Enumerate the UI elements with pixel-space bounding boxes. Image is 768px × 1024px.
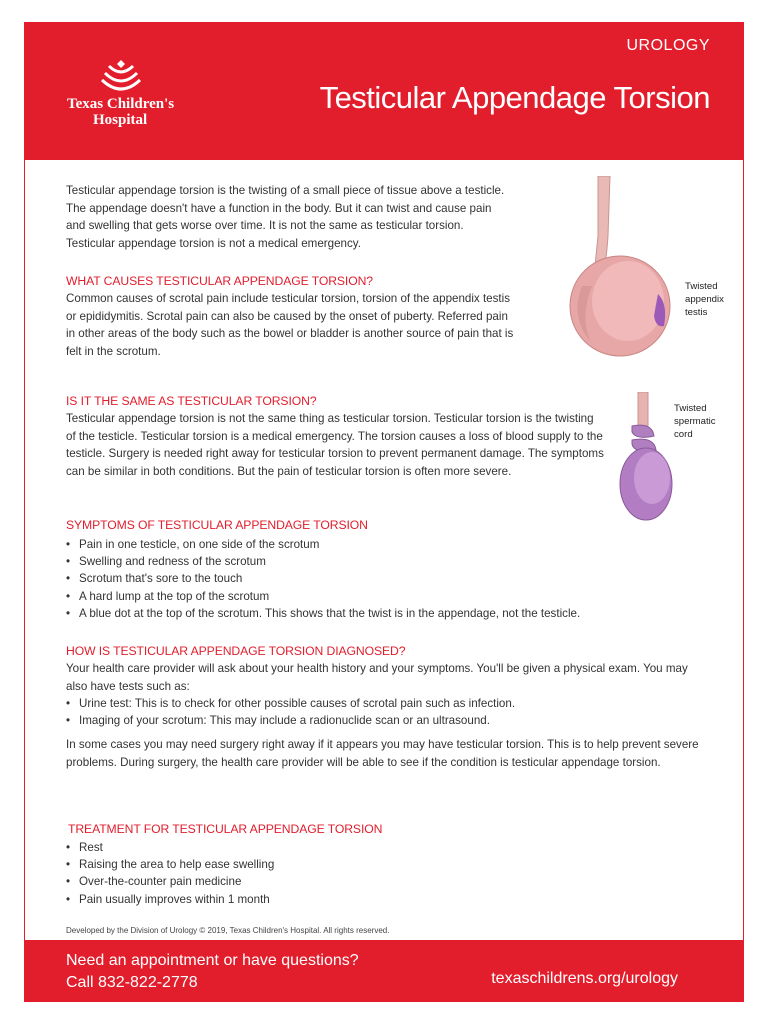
list-item: • Urine test: This is to check for other possible causes of scrotal pain such as infection. bbox=[66, 695, 686, 712]
symptoms-heading: SYMPTOMS OF TESTICULAR APPENDAGE TORSION bbox=[66, 518, 368, 532]
treatment-list bbox=[66, 839, 466, 908]
list-item: • Over-the-counter pain medicine bbox=[66, 873, 466, 890]
list-item: • Scrotum that's sore to the touch bbox=[66, 570, 666, 587]
causes-heading: WHAT CAUSES TESTICULAR APPENDAGE TORSION? bbox=[66, 274, 373, 288]
logo-wordmark bbox=[67, 96, 187, 128]
cord-label bbox=[674, 402, 716, 441]
spermatic-cord-illustration bbox=[616, 392, 676, 522]
logo-line2: Hospital bbox=[93, 112, 148, 128]
appendix-label-line2: appendix bbox=[685, 294, 724, 305]
hospital-logo bbox=[67, 56, 187, 136]
appendix-label bbox=[685, 280, 724, 319]
cord-label-line1: Twisted bbox=[674, 403, 707, 414]
website-link[interactable]: texaschildrens.org/urology bbox=[491, 970, 678, 987]
symptoms-list bbox=[66, 536, 666, 622]
list-item: • Imaging of your scrotum: This may include a radionuclide scan or an ultrasound. bbox=[66, 712, 686, 729]
diagnosis-outro: In some cases you may need surgery right away if it appears you may have testicular torsion. This is to help prevent severe problems. During surgery, the health care provider will be able to see if the condition is testicular appendage torsion. bbox=[66, 738, 699, 769]
phone-number[interactable]: Call 832-822-2778 bbox=[66, 974, 198, 991]
appendix-label-line1: Twisted bbox=[685, 281, 718, 292]
list-item: • Raising the area to help ease swelling bbox=[66, 856, 466, 873]
section-tag: UROLOGY bbox=[626, 37, 710, 54]
appendix-label-line3: testis bbox=[685, 307, 708, 318]
list-item: • Swelling and redness of the scrotum bbox=[66, 553, 666, 570]
cta-line1: Need an appointment or have questions? bbox=[66, 952, 359, 969]
copyright-notice: Developed by the Division of Urology © 2019, Texas Children's Hospital. All rights reserved. bbox=[66, 926, 390, 935]
appendix-testis-illustration bbox=[560, 176, 680, 366]
list-item: • Pain usually improves within 1 month bbox=[66, 891, 466, 908]
diagnosis-heading: HOW IS TESTICULAR APPENDAGE TORSION DIAGNOSED? bbox=[66, 644, 406, 658]
hands-heart-icon bbox=[99, 56, 143, 96]
list-item: • Pain in one testicle, on one side of the scrotum bbox=[66, 536, 666, 553]
logo-line1: Texas Children's bbox=[67, 96, 175, 112]
cord-label-line2: spermatic bbox=[674, 416, 716, 427]
list-item: • Rest bbox=[66, 839, 466, 856]
list-item: • A blue dot at the top of the scrotum. This shows that the twist is in the appendage, not the testicle. bbox=[66, 605, 666, 622]
same-heading: IS IT THE SAME AS TESTICULAR TORSION? bbox=[66, 394, 317, 408]
intro-paragraph: Testicular appendage torsion is the twisting of a small piece of tissue above a testicle. The appendage doesn't have a function in the body. But it can twist and cause pain and swelling that gets worse over time. It is not the same as testicular torsion. Testicular appendage torsion is not a medical emergency. bbox=[66, 184, 505, 250]
same-paragraph: Testicular appendage torsion is not the same thing as testicular torsion. Testicular torsion is the twisting of the testicle. Testicular torsion is a medical emergency. The torsion causes a loss of blood supply to the testicle. Surgery is needed right away for testicular torsion to prevent permanent damage. The symptoms can be similar in both conditions. But the pain of testicular torsion is often more severe. bbox=[66, 412, 604, 478]
causes-paragraph: Common causes of scrotal pain include testicular torsion, torsion of the appendix testis or epididymitis. Scrotal pain can also be caused by the onset of puberty. Referred pain in other areas of the body such as the bowel or bladder is another source of pain that is felt in the scrotum. bbox=[66, 292, 514, 358]
contact-callout bbox=[66, 950, 359, 994]
cord-label-line3: cord bbox=[674, 429, 693, 440]
diagnosis-intro: Your health care provider will ask about your health history and your symptoms. You'll be given a physical exam. You may also have tests such as: bbox=[66, 662, 688, 693]
diagnosis-list bbox=[66, 695, 686, 729]
list-item: • A hard lump at the top of the scrotum bbox=[66, 588, 666, 605]
treatment-heading: TREATMENT FOR TESTICULAR APPENDAGE TORSION bbox=[68, 822, 383, 836]
page-title: Testicular Appendage Torsion bbox=[319, 80, 710, 115]
